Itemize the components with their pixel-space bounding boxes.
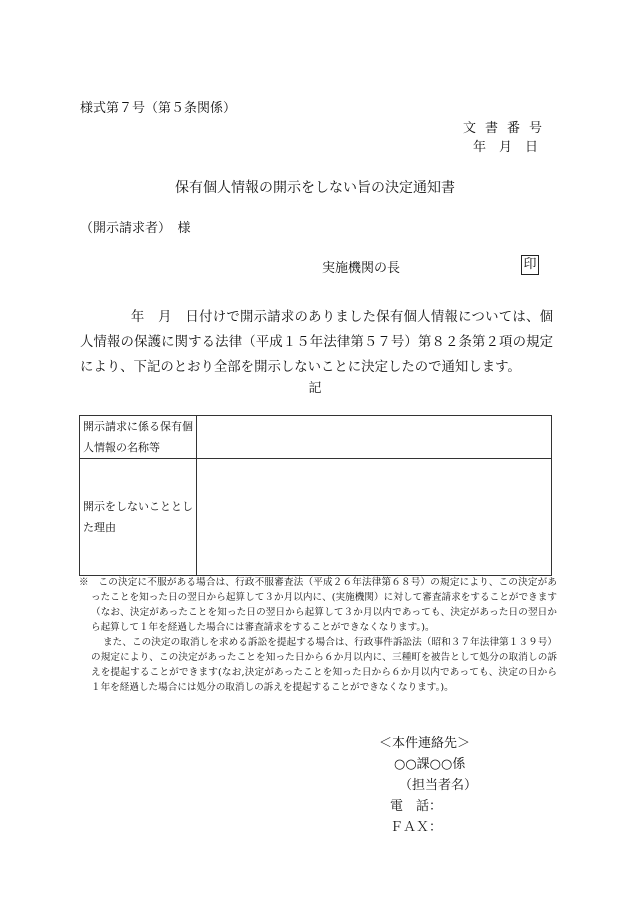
contact-person: （担当者名） <box>399 778 478 793</box>
appeal-notes <box>79 575 557 695</box>
info-table <box>79 415 552 576</box>
contact-fax: ＦＡＸ： <box>390 820 443 835</box>
table-row <box>80 459 552 576</box>
table-label-info-name: 開示請求に係る保有個人情報の名称等 <box>80 416 197 459</box>
seal-mark: 印 <box>521 255 539 275</box>
table-row <box>80 416 552 459</box>
note-review-request: ※ この決定に不服がある場合は、行政不服審査法（平成２６年法律第６８号）の規定により、この決定があったことを知った日の翌日から起算して３か月以内に、(実施機関）に対して審査請求をすることができます（なお、決定があったことを知った日の翌日から起算して３か月以内であっても、決定があった日の翌日から起算して１年を経過した場合には審査請求をすることができなくなります。)。 <box>79 577 557 633</box>
sender-name: 実施機関の長 <box>322 261 401 276</box>
note-lawsuit: また、この決定の取消しを求める訴訟を提起する場合は、行政事件訴訟法（昭和３７年法律第１３９号）の規定により、この決定があったことを知った日から６か月以内に、三種町を被告として処分の取消しの訴えを提起することができます(なお,決定があったことを知った日から６か月以内であっても、決定の日から１年を経過した場合には処分の取消しの訴えを提起することができなくなります。)。 <box>91 637 557 693</box>
contact-heading: ＜本件連絡先＞ <box>379 736 471 751</box>
form-number: 様式第７号（第５条関係） <box>80 101 237 116</box>
document-date-label: 年月日 <box>472 140 551 155</box>
notice-body: 年 月 日付けで開示請求のありました保有個人情報については、個人情報の保護に関する法律（平成１５年法律第５７号）第８２条第２項の規定により、下記のとおり全部を開示しないことに決定したので通知します。 <box>80 310 553 376</box>
document-number-label: 文書番号 <box>462 121 551 136</box>
addressee: （開示請求者） 様 <box>80 221 191 236</box>
contact-phone: 電 話： <box>390 799 443 814</box>
table-value-info-name <box>197 416 552 459</box>
contact-block <box>379 733 477 838</box>
table-value-reason <box>197 459 552 576</box>
ki-heading: 記 <box>308 381 322 396</box>
document-title: 保有個人情報の開示をしない旨の決定通知書 <box>175 180 455 196</box>
table-label-reason: 開示をしないこととした理由 <box>80 459 197 576</box>
contact-section: ○○課○○係 <box>394 757 466 772</box>
